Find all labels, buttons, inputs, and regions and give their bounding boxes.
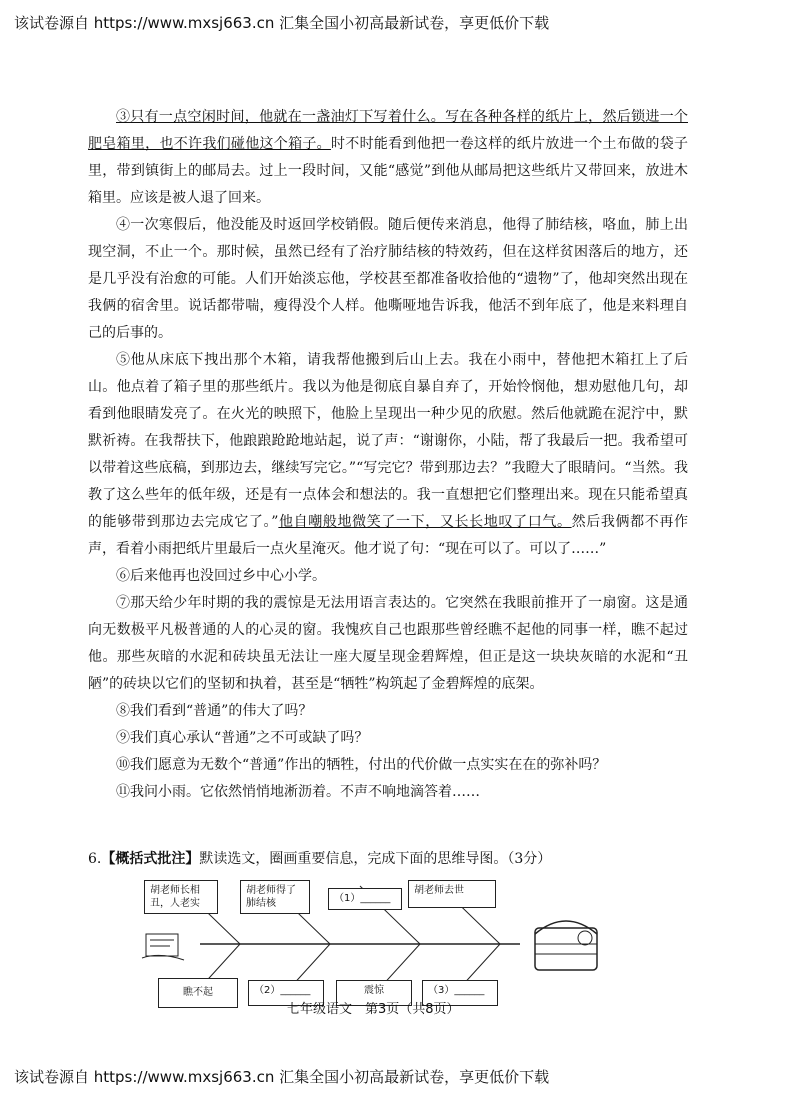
top-box-3: （1）______ [328, 888, 402, 910]
paragraph-9: ⑨我们真心承认“普通”之不可或缺了吗？ [116, 730, 369, 746]
top-box-2: 胡老师得了肺结核 [240, 880, 310, 914]
bottom-box-2: （2）______ [248, 980, 324, 1006]
top-box-4: 胡老师去世 [408, 880, 496, 908]
question-text: 默读选文，圈画重要信息，完成下面的思维导图。（3分） [199, 851, 552, 867]
paragraph-5-b: 然后我俩都不再作声，看着小雨把纸片里最后一点火星淹灭。他才说了句：“现在可以了。可以了……” [88, 514, 689, 557]
paragraph-8: ⑧我们看到“普通”的伟大了吗？ [116, 703, 313, 719]
paragraph-3-rest: 时不时能看到他把一卷这样的纸片放进一个土布做的袋子里，带到镇街上的邮局去。过上一段时间，又能“感觉”到他从邮局把这些纸片又带回来，放进木箱里。应该是被人退了回来。 [88, 136, 689, 206]
passage [88, 104, 688, 806]
source-header: 该试卷源自 https://www.mxsj663.cn 汇集全国小初高最新试卷，享更低价下载 [14, 14, 550, 32]
underlined-sentence: ③只有一点空闲时间，他就在一盏油灯下写着什么。写在各种各样的纸片上，然后锁进一个肥皂箱里，也不许我们碰他这个箱子。 [88, 109, 688, 152]
treasure-chest-drawing [535, 921, 597, 970]
top-box-1: 胡老师长相丑，人老实 [144, 880, 218, 914]
bottom-box-4: （3）______ [422, 980, 498, 1006]
fishbone-mindmap [140, 878, 640, 1010]
bottom-box-1: 瞧不起 [158, 978, 238, 1008]
paragraph-5-a: ⑤他从床底下拽出那个木箱，请我帮他搬到后山上去。我在小雨中，替他把木箱扛上了后山。他点着了箱子里的那些纸片。我以为他是彻底自暴自弃了，开始怜悯他，想劝慰他几句，却看到他眼睛发亮了。在火光的映照下，他脸上呈现出一种少见的欣慰。然后他就跪在泥泞中，默默祈祷。在我帮扶下，他踉踉跄跄地站起，说了声：“谢谢你，小陆，帮了我最后一把。我希望可以带着这些底稿，到那边去，继续写完它。”“写完它？带到那边去？”我瞪大了眼睛问。“当然。我教了这么些年的低年级，还是有一点体会和想法的。我一直想把它们整理出来。现在只能希望真的能够带到那边去完成它了。” [88, 352, 688, 530]
bottom-box-3: 震惊 [336, 980, 412, 1006]
paragraph-7: ⑦那天给少年时期的我的震惊是无法用语言表达的。它突然在我眼前推开了一扇窗。这是通向无数极平凡极普通的人的心灵的窗。我愧疚自己也跟那些曾经瞧不起他的同事一样，瞧不起过他。那些灰暗的水泥和砖块虽无法让一座大厦呈现金碧辉煌，但正是这一块块灰暗的水泥和“丑陋”的砖块以它们的坚韧和执着，甚至是“牺牲”构筑起了金碧辉煌的底架。 [88, 595, 688, 692]
paragraph-6: ⑥后来他再也没回过乡中心小学。 [116, 568, 326, 584]
paragraph-10: ⑩我们愿意为无数个“普通”作出的牺牲，付出的代价做一点实实在在的弥补吗？ [116, 757, 607, 773]
underlined-sentence-2: 他自嘲般地微笑了一下，又长长地叹了口气。 [278, 514, 572, 530]
paragraph-4: ④一次寒假后，他没能及时返回学校销假。随后便传来消息，他得了肺结核，咯血，肺上出现空洞，不止一个。那时候，虽然已经有了治疗肺结核的特效药，但在这样贫困落后的地方，还是几乎没有治愈的可能。人们开始淡忘他，学校甚至都准备收拾他的“遗物”了，他却突然出现在我俩的宿舍里。说话都带喘，瘦得没个人样。他嘶哑地告诉我，他活不到年底了，他是来料理自己的后事的。 [88, 217, 688, 341]
question-tag: 【概括式批注】 [101, 851, 200, 867]
source-footer: 该试卷源自 https://www.mxsj663.cn 汇集全国小初高最新试卷，享更低价下载 [14, 1068, 550, 1086]
page-number: 七年级语文 第3页（共8页） [287, 1002, 460, 1017]
fish-head-drawing [142, 934, 184, 960]
paragraph-3 [88, 104, 688, 212]
paragraph-11: ⑪我问小雨。它依然悄悄地淅沥着。不声不响地滴答着…… [116, 784, 480, 800]
paragraph-5 [88, 347, 688, 563]
question-number: 6. [88, 851, 102, 867]
question-6 [88, 848, 708, 870]
